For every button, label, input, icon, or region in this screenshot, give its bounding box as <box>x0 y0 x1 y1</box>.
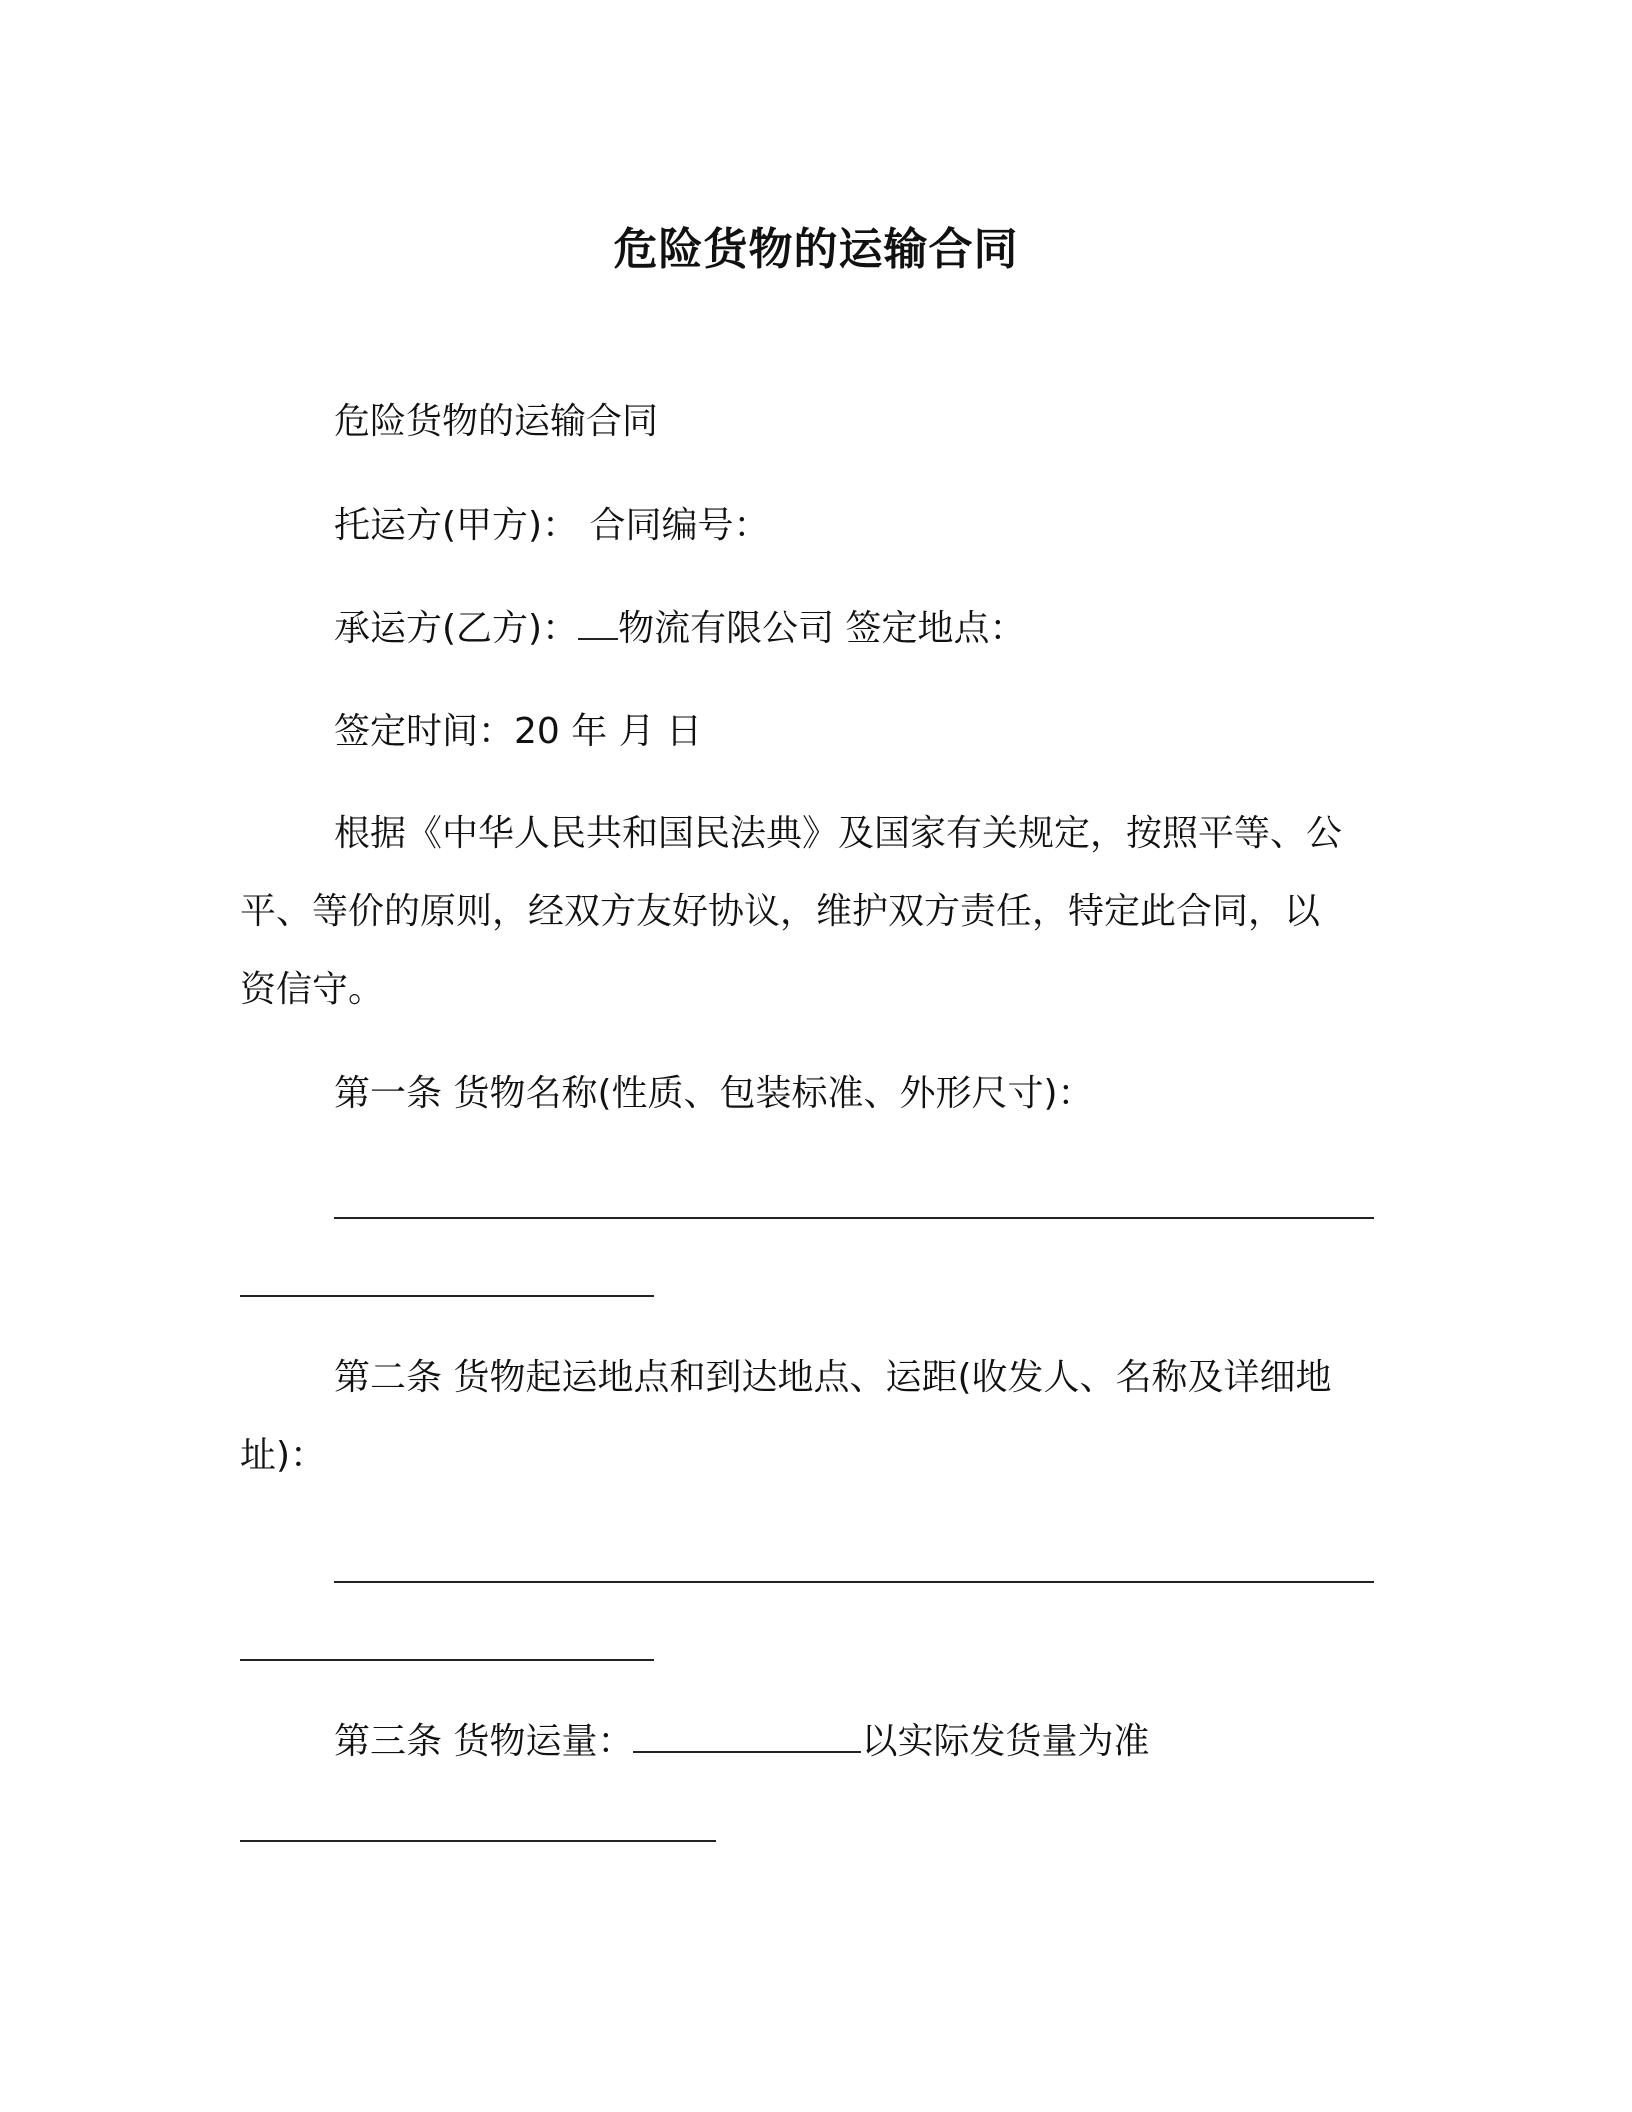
party-b-label: 承运方(乙方)： <box>334 608 579 649</box>
article-2-blank-line-2 <box>240 1659 654 1661</box>
article-2-heading-line-2: 址)： <box>240 1435 327 1476</box>
preamble-line-3: 资信守。 <box>240 969 385 1010</box>
article-2-blank-line-1 <box>334 1581 1374 1583</box>
party-a-line: 托运方(甲方)： 合同编号： <box>334 505 770 546</box>
article-2-heading-line-1: 第二条 货物起运地点和到达地点、运距(收发人、名称及详细地 <box>334 1357 1332 1398</box>
party-b-line <box>334 605 1026 653</box>
article-3-blank <box>633 1721 861 1753</box>
preamble-line-2: 平、等价的原则，经双方友好协议，维护双方责任，特定此合同，以 <box>240 891 1321 932</box>
party-b-blank <box>578 608 618 640</box>
article-3-label: 第三条 货物运量： <box>334 1721 634 1762</box>
article-1-heading: 第一条 货物名称(性质、包装标准、外形尺寸)： <box>334 1073 1094 1114</box>
preamble-line-1: 根据《中华人民共和国民法典》及国家有关规定，按照平等、公 <box>334 813 1343 854</box>
article-1-blank-line-1 <box>334 1217 1374 1219</box>
article-3-note: 以实际发货量为准 <box>861 1721 1150 1762</box>
contract-subtitle: 危险货物的运输合同 <box>334 401 659 442</box>
article-1-blank-line-2 <box>240 1295 654 1297</box>
signing-date-line: 签定时间：20 年 月 日 <box>334 711 703 752</box>
article-3-blank-line <box>240 1840 716 1842</box>
document-title: 危险货物的运输合同 <box>613 224 1019 275</box>
article-3-line <box>334 1718 1149 1766</box>
party-b-company: 物流有限公司 签定地点： <box>618 608 1026 649</box>
